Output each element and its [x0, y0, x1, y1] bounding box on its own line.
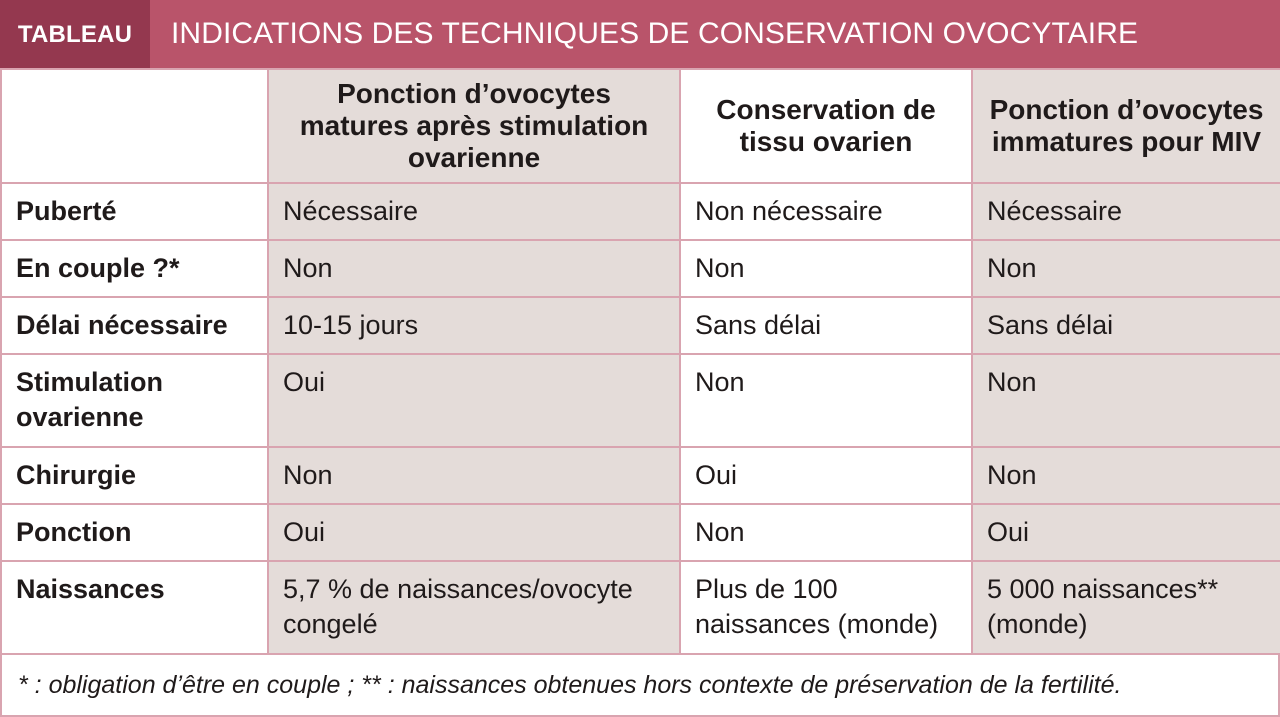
table-row [1, 354, 1280, 447]
table-row [1, 447, 1280, 504]
table-cell: Non [972, 240, 1280, 297]
table-cell: 5,7 % de naissances/ovocyte congelé [268, 561, 680, 654]
table-cell: 5 000 naissances** (monde) [972, 561, 1280, 654]
table-row [1, 561, 1280, 654]
table-cell: Non [972, 447, 1280, 504]
table-tag: TABLEAU [0, 0, 150, 68]
table-cell: Nécessaire [972, 183, 1280, 240]
column-header-immature-oocytes: Ponction d’ovocytes immatures pour MIV [972, 69, 1280, 183]
row-label: Stimulation ovarienne [1, 354, 268, 447]
table-cell: Non [972, 354, 1280, 447]
row-label: Chirurgie [1, 447, 268, 504]
table-cell: Non [680, 504, 972, 561]
table-row [1, 504, 1280, 561]
column-header-row [1, 69, 1280, 183]
table-header-bar [0, 0, 1280, 68]
table-cell: Nécessaire [268, 183, 680, 240]
table-title: INDICATIONS DES TECHNIQUES DE CONSERVATION OVOCYTAIRE [171, 17, 1139, 50]
table-cell: Oui [680, 447, 972, 504]
table-row [1, 183, 1280, 240]
table-row [1, 240, 1280, 297]
table-cell: Sans délai [680, 297, 972, 354]
row-label: En couple ?* [1, 240, 268, 297]
row-label: Délai nécessaire [1, 297, 268, 354]
table-cell: Non [268, 240, 680, 297]
table-cell: Non [268, 447, 680, 504]
column-header-mature-oocytes: Ponction d’ovocytes matures après stimulation ovarienne [268, 69, 680, 183]
table-cell: Sans délai [972, 297, 1280, 354]
row-label: Ponction [1, 504, 268, 561]
table-cell: Oui [972, 504, 1280, 561]
table-cell: Non [680, 354, 972, 447]
table-cell: 10-15 jours [268, 297, 680, 354]
table-cell: Plus de 100 naissances (monde) [680, 561, 972, 654]
table-cell: Oui [268, 354, 680, 447]
column-header-empty [1, 69, 268, 183]
row-label: Puberté [1, 183, 268, 240]
table-cell: Oui [268, 504, 680, 561]
table-row [1, 297, 1280, 354]
indications-table [0, 68, 1280, 655]
row-label: Naissances [1, 561, 268, 654]
table-cell: Non nécessaire [680, 183, 972, 240]
table-footnote: * : obligation d’être en couple ; ** : naissances obtenues hors contexte de préservation de la fertilité. [0, 655, 1280, 717]
table-cell: Non [680, 240, 972, 297]
column-header-ovarian-tissue: Conservation de tissu ovarien [680, 69, 972, 183]
